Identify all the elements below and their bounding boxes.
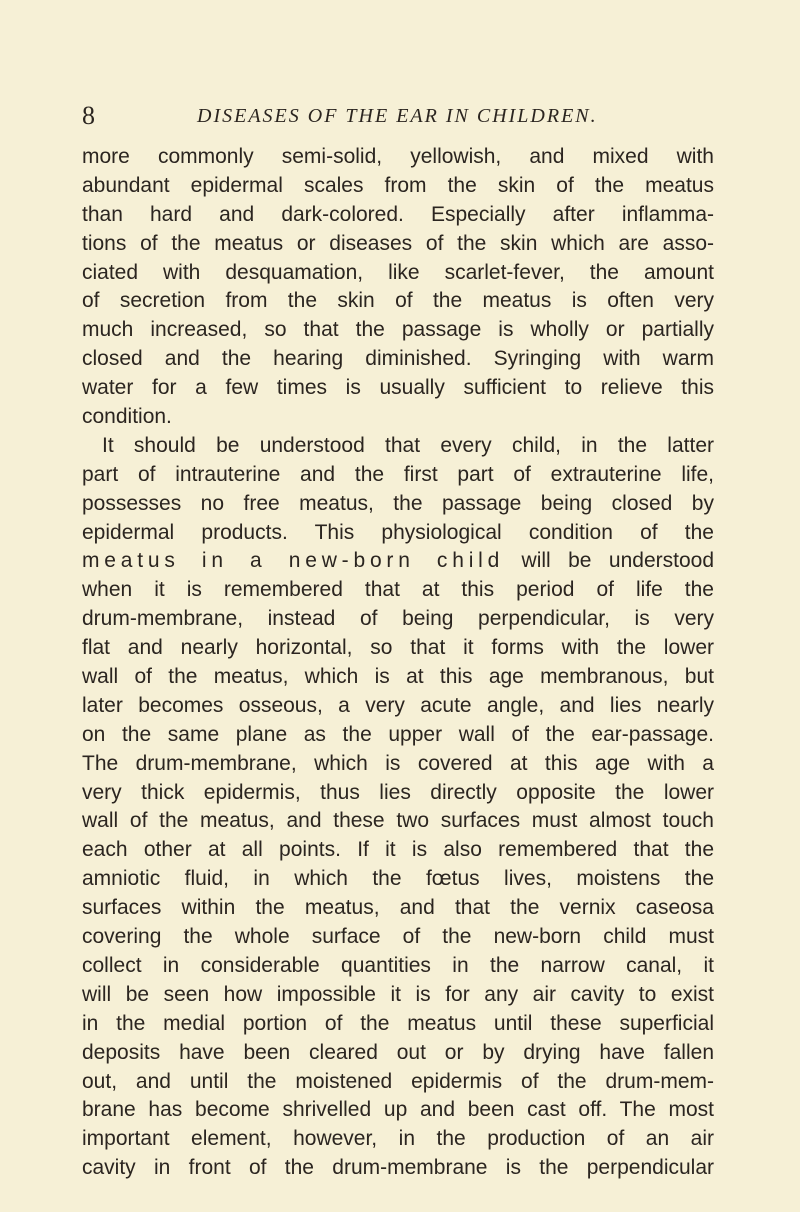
page-number: 8	[82, 101, 95, 130]
text-line-emphasis	[82, 547, 714, 576]
text-line: out, and until the moistened epidermis of the drum-mem-	[82, 1069, 714, 1093]
text-line: The drum-membrane, which is covered at this age with a	[82, 751, 714, 775]
text-line: much increased, so that the passage is wholly or partially	[82, 318, 714, 342]
body-text	[82, 143, 714, 1183]
text-line: flat and nearly horizontal, so that it forms with the lower	[82, 636, 714, 660]
text-line: important element, however, in the production of an air	[82, 1127, 714, 1151]
text-line: part of intrauterine and the first part of extrauterine life,	[82, 462, 714, 486]
text-line: tions of the meatus or diseases of the skin which are asso-	[82, 231, 714, 255]
running-title: DISEASES OF THE EAR IN CHILDREN.	[197, 105, 598, 127]
text-line: It should be understood that every child, in the latter	[102, 433, 714, 457]
text-line: than hard and dark-colored. Especially after inflamma-	[82, 202, 714, 226]
text-line: collect in considerable quantities in the narrow canal, it	[82, 953, 714, 977]
text-line: amniotic fluid, in which the fœtus lives, moistens the	[82, 867, 714, 891]
text-line: deposits have been cleared out or by drying have fallen	[82, 1040, 714, 1064]
text-line: in the medial portion of the meatus until these superficial	[82, 1011, 714, 1035]
text-line: wall of the meatus, which is at this age membranous, but	[82, 665, 714, 689]
text-line: cavity in front of the drum-membrane is the perpendicular	[82, 1156, 714, 1180]
text-line: later becomes osseous, a very acute angle, and lies nearly	[82, 693, 714, 717]
text-line: possesses no free meatus, the passage being closed by	[82, 491, 714, 515]
text-line: will be seen how impossible it is for any air cavity to exist	[82, 982, 714, 1006]
text-line: of secretion from the skin of the meatus is often very	[82, 289, 714, 313]
text-line: each other at all points. If it is also remembered that the	[82, 838, 714, 862]
text-line: closed and the hearing diminished. Syringing with warm	[82, 347, 714, 371]
text-line: very thick epidermis, thus lies directly opposite the lower	[82, 780, 714, 804]
text-line: epidermal products. This physiological condition of the	[82, 520, 714, 544]
text-line: ciated with desquamation, like scarlet-fever, the amount	[82, 260, 714, 284]
text-line: covering the whole surface of the new-born child must	[82, 925, 714, 949]
text-line: water for a few times is usually sufficient to relieve this	[82, 376, 714, 400]
text-line: abundant epidermal scales from the skin of the meatus	[82, 173, 714, 197]
text-line: surfaces within the meatus, and that the vernix caseosa	[82, 896, 714, 920]
spaced-emphasis: meatus in a new-born child	[82, 549, 505, 573]
text-line: when it is remembered that at this period of life the	[82, 578, 714, 602]
text-line: more commonly semi-solid, yellowish, and mixed with	[82, 145, 714, 168]
running-head	[82, 100, 722, 132]
text-line-tail: will be understood	[521, 549, 714, 573]
text-line: wall of the meatus, and these two surfaces must almost touch	[82, 809, 714, 833]
text-line: on the same plane as the upper wall of the ear-passage.	[82, 722, 714, 746]
text-line: brane has become shrivelled up and been cast off. The most	[82, 1098, 714, 1122]
text-line: drum-membrane, instead of being perpendicular, is very	[82, 607, 714, 631]
text-line: condition.	[82, 405, 172, 429]
